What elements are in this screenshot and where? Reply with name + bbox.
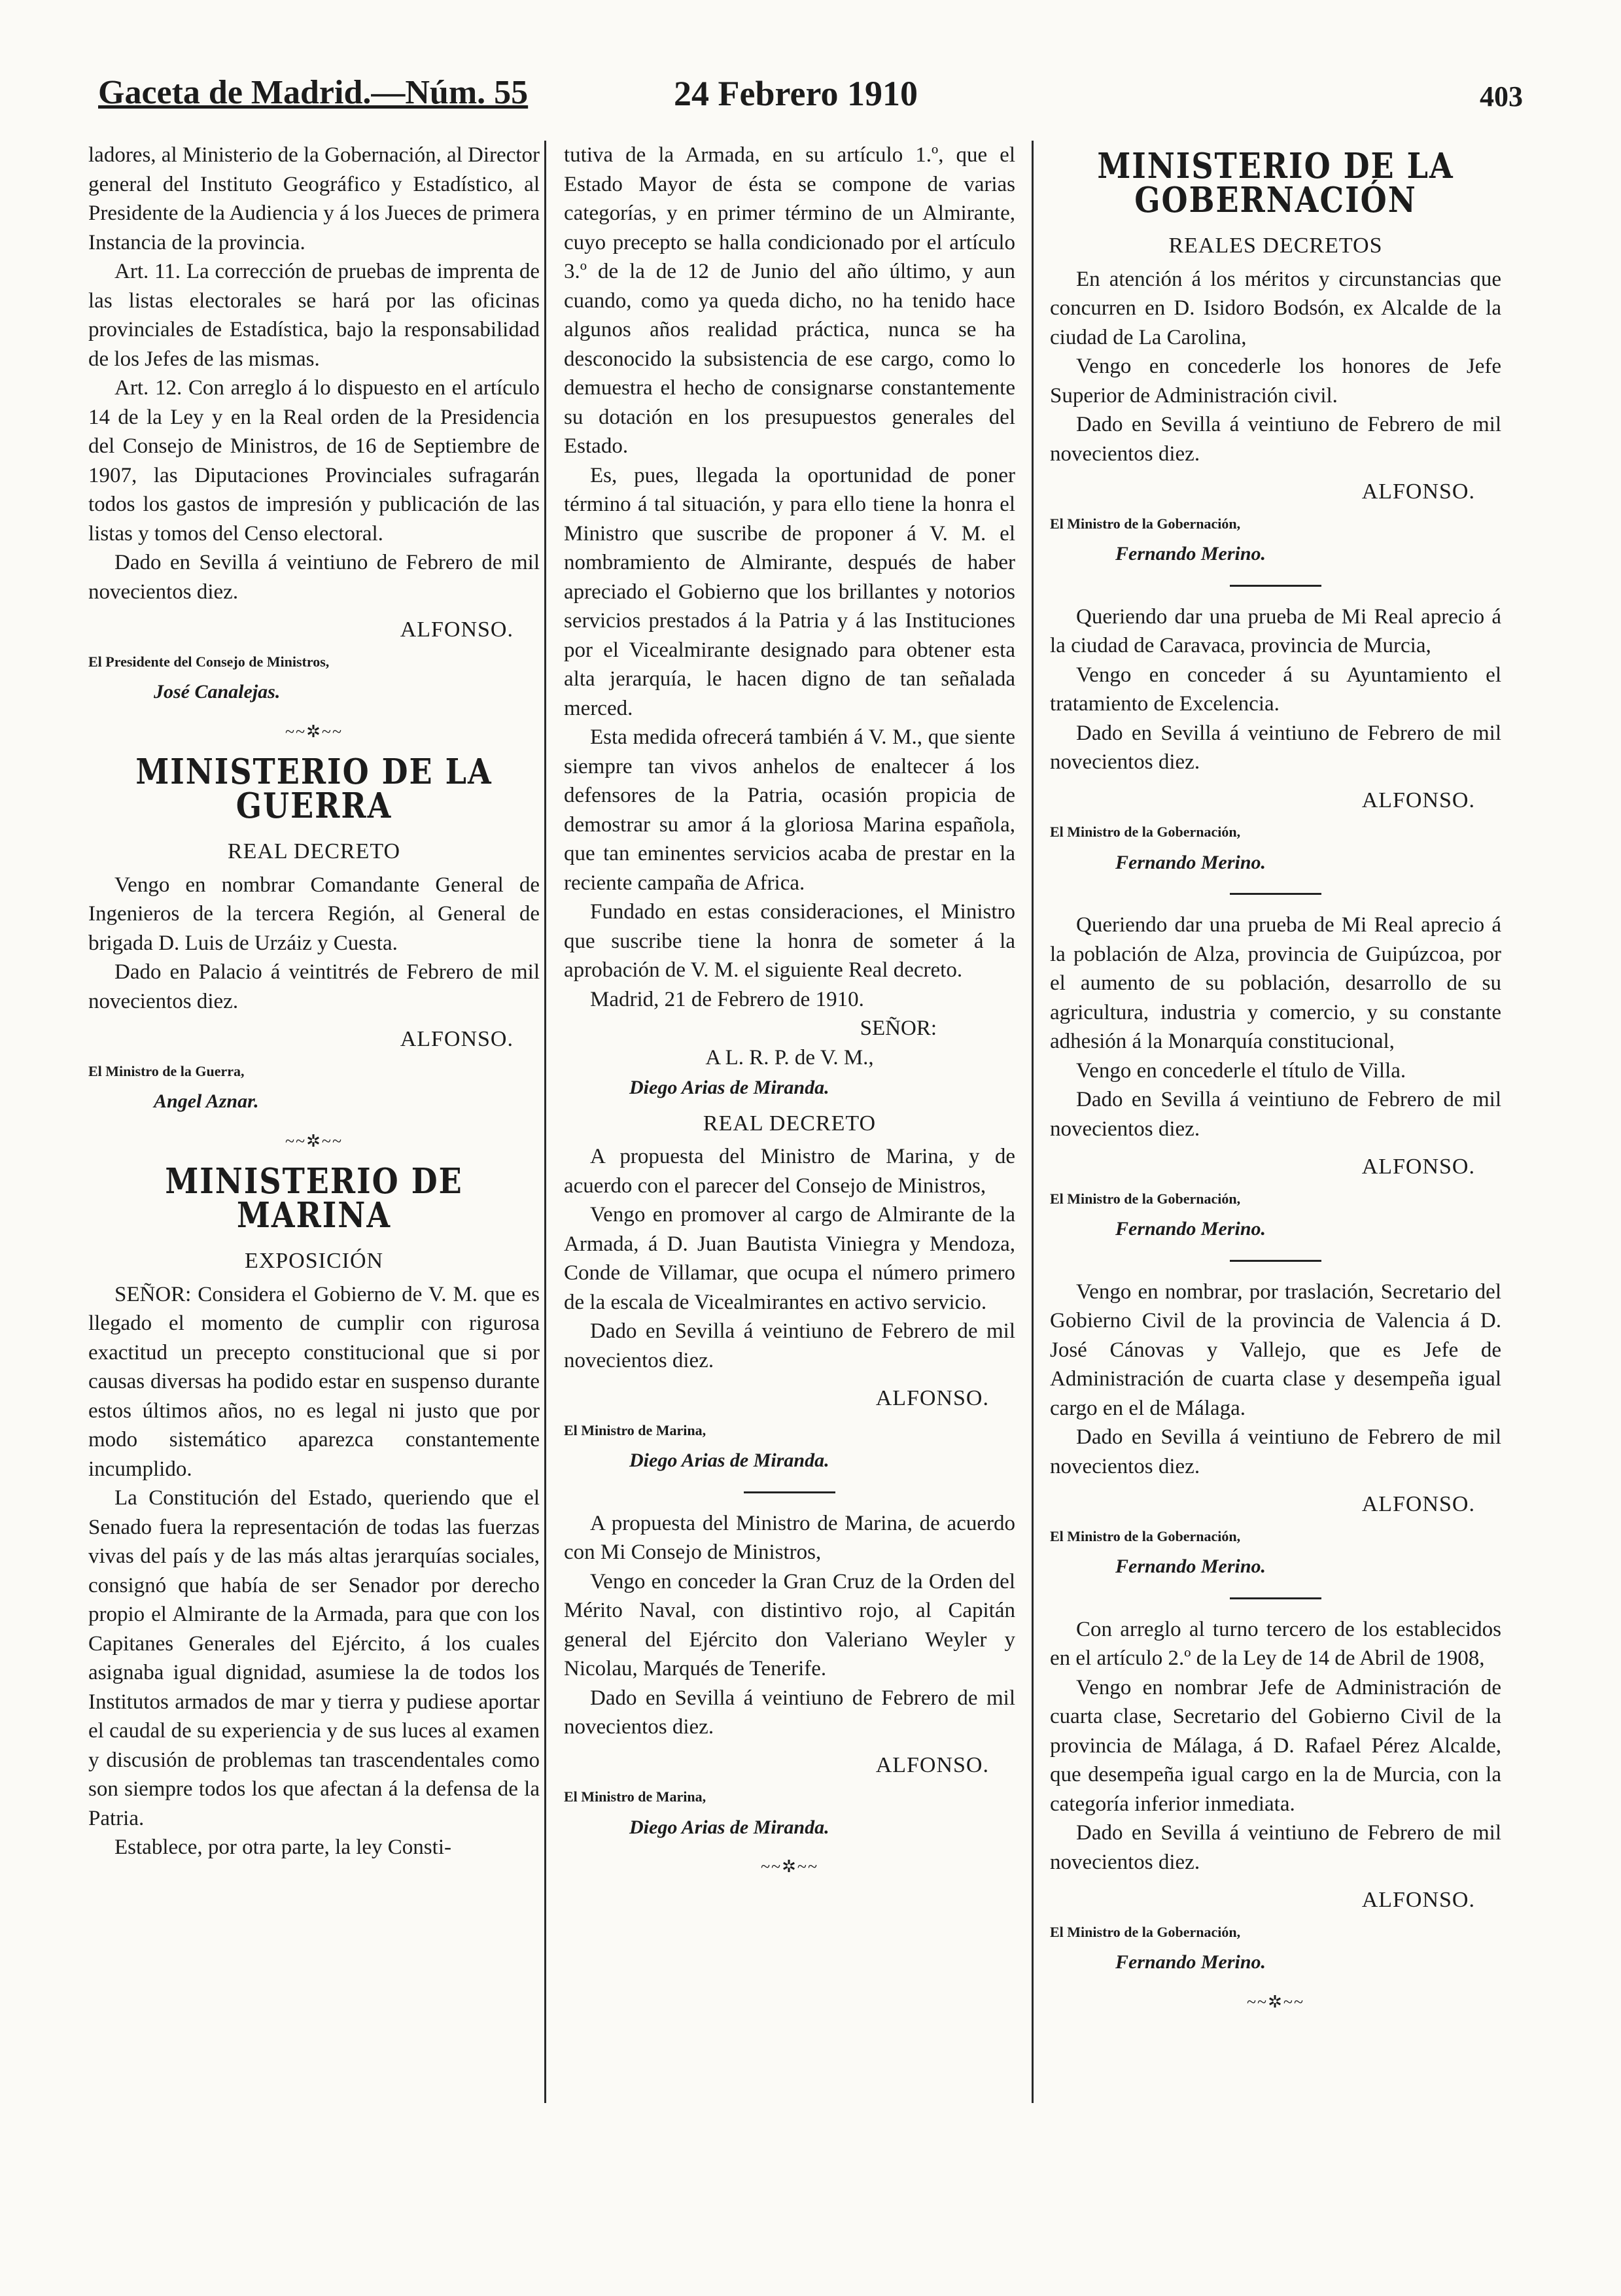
minister-name: Fernando Merino. — [1115, 1556, 1266, 1577]
issue-date: 24 Febrero 1910 — [674, 74, 918, 113]
paragraph: Queriendo dar una prueba de Mi Real aprecio á la población de Alza, provincia de Guipúzcoa, por el aumento de su población, desarrollo de su agricultura, industria y comercio, y su constante adhesión á la Monarquía constitucional, — [1050, 913, 1501, 1053]
paragraph: Dado en Palacio á veintitrés de Febrero de mil novecientos diez. — [88, 960, 540, 1013]
paragraph: Dado en Sevilla á veintiuno de Febrero de mil novecientos diez. — [564, 1686, 1015, 1739]
minister-name: Angel Aznar. — [154, 1090, 259, 1112]
ministry-heading: MINISTERIO DE MARINA — [165, 1160, 463, 1235]
paragraph: Dado en Sevilla á veintiuno de Febrero de mil novecientos diez. — [1050, 1088, 1501, 1141]
king-signature: ALFONSO. — [400, 1027, 514, 1051]
paragraph: Fundado en estas consideraciones, el Ministro que suscribe tiene la honra de someter á la aprobación de V. M. el siguiente Real decreto. — [564, 900, 1015, 982]
section-heading: REAL DECRETO — [703, 1111, 877, 1136]
king-signature: ALFONSO. — [1361, 788, 1475, 812]
paragraph: Vengo en conceder la Gran Cruz de la Orden del Mérito Naval, con distintivo rojo, al Capitán general del Ejército don Valeriano Weyler y Nicolau, Marqués de Tenerife. — [564, 1569, 1015, 1680]
paragraph: Madrid, 21 de Febrero de 1910. — [590, 987, 864, 1011]
divider-rule — [1230, 1260, 1321, 1262]
divider-rule — [744, 1491, 835, 1493]
divider-rule — [1230, 893, 1321, 895]
paragraph: Dado en Sevilla á veintiuno de Febrero de mil novecientos diez. — [88, 551, 540, 604]
king-signature: ALFONSO. — [1361, 1888, 1475, 1912]
column-2 — [564, 141, 1015, 1892]
paragraph: tutiva de la Armada, en su artículo 1.º, que el Estado Mayor de ésta se compone de varias categorías, y en primer término de un Almirante, cuyo precepto se halla condicionado por el artículo 3.º de la de 12 de Junio del año último, y aun cuando, como ya queda dicho, no ha tenido hace algunos años realidad práctica, nunca se ha desconocido la subsistencia de ese cargo, como lo demuestra el hecho de consignarse constantemente su dotación en los presupuestos generales del Estado. — [564, 143, 1015, 458]
king-signature: ALFONSO. — [1361, 1492, 1475, 1516]
ornament-divider: ~~✲~~ — [1246, 1992, 1305, 2011]
paragraph: Vengo en nombrar Jefe de Administración de cuarta clase, Secretario del Gobierno Civil de la provincia de Málaga, á D. Rafael Pérez Alcalde, que desempeña igual cargo en la de Murcia, con la categoría inferior inmediata. — [1050, 1675, 1501, 1816]
king-signature: ALFONSO. — [875, 1386, 989, 1410]
paragraph: Vengo en concederle el título de Villa. — [1076, 1058, 1406, 1083]
paragraph: Art. 12. Con arreglo á lo dispuesto en el artículo 14 de la Ley y en la Real orden de la Presidencia del Consejo de Ministros, de 16 de Septiembre de 1907, las Diputaciones Provinciales sufragarán todos los gastos de impresión y publicación de las listas y tomos del Censo electoral. — [88, 376, 540, 546]
section-heading: EXPOSICIÓN — [244, 1249, 384, 1273]
king-signature: ALFONSO. — [400, 617, 514, 642]
paragraph: Establece, por otra parte, la ley Consti- — [114, 1835, 451, 1859]
paragraph: Dado en Sevilla á veintiuno de Febrero de mil novecientos diez. — [1050, 721, 1501, 774]
paragraph: SEÑOR: Considera el Gobierno de V. M. que es llegado el momento de cumplir con rigurosa exactitud un precepto constitucional que si por causas diversas ha podido estar en suspenso durante estos últimos años, no es legal ni justo que por modo sistemático aparezca constantemente incumplido. — [88, 1282, 540, 1481]
paragraph: A propuesta del Ministro de Marina, y de acuerdo con el parecer del Consejo de Ministros, — [564, 1145, 1015, 1198]
king-signature: ALFONSO. — [1361, 1155, 1475, 1179]
paragraph: Con arreglo al turno tercero de los establecidos en el artículo 2.º de la Ley de 14 de Abril de 1908, — [1050, 1617, 1501, 1670]
minister-title: El Ministro de la Gobernación, — [1050, 515, 1241, 532]
paragraph: Es, pues, llegada la oportunidad de poner término á tal situación, y para ello tiene la honra el Ministro que suscribe de proponer á V. M. el nombramiento de Almirante, después de haber apreciado el Gobierno que los brillantes y notorios servicios prestados á la Patria y á las Instituciones por el Vicealmirante designado para obtener esta alta jerarquía, le hacen digno de tan señalada merced. — [564, 463, 1015, 720]
column-divider — [1032, 141, 1034, 2103]
paragraph: Vengo en nombrar Comandante General de Ingenieros de la tercera Región, al General de brigada D. Luis de Urzáiz y Cuesta. — [88, 873, 540, 955]
paragraph: Dado en Sevilla á veintiuno de Febrero de mil novecientos diez. — [1050, 413, 1501, 466]
minister-name: Diego Arias de Miranda. — [629, 1077, 829, 1098]
minister-title: El Ministro de la Gobernación, — [1050, 1527, 1241, 1544]
section-heading: REAL DECRETO — [227, 839, 401, 863]
minister-name: Diego Arias de Miranda. — [629, 1816, 829, 1838]
ministry-heading: MINISTERIO DE LA GOBERNACIÓN — [1097, 145, 1454, 220]
minister-title: El Ministro de la Gobernación, — [1050, 1923, 1241, 1940]
minister-name: Fernando Merino. — [1115, 1951, 1266, 1973]
minister-title: El Ministro de Marina, — [564, 1788, 706, 1805]
minister-title: El Ministro de la Gobernación, — [1050, 824, 1241, 840]
paragraph: Dado en Sevilla á veintiuno de Febrero de mil novecientos diez. — [1050, 1821, 1501, 1874]
section-heading: REALES DECRETOS — [1168, 234, 1383, 258]
paragraph: Dado en Sevilla á veintiuno de Febrero de mil novecientos diez. — [1050, 1425, 1501, 1478]
ornament-divider: ~~✲~~ — [285, 722, 343, 741]
ornament-divider: ~~✲~~ — [760, 1857, 819, 1876]
paragraph: La Constitución del Estado, queriendo que el Senado fuera la representación de todas las fuerzas vivas del país y de las más altas jerarquías sociales, consignó que había de ser Senador por derecho propio el Almirante de la Armada, para que con los Capitanes Generales del Ejército, á los cuales asignaba igual dignidad, asumiese la de todos los Institutos armados de mar y tierra y pudiese aportar el caudal de su experiencia y de sus luces al examen y discusión de problemas tan trascendentales como son siempre todos los que afectan á la defensa de la Patria. — [88, 1486, 540, 1830]
minister-title: El Presidente del Consejo de Ministros, — [88, 653, 330, 670]
gazette-title: Gaceta de Madrid.—Núm. 55 — [98, 74, 529, 111]
minister-name: Fernando Merino. — [1115, 543, 1266, 565]
salutation: SEÑOR: — [860, 1017, 937, 1040]
divider-rule — [1230, 585, 1321, 587]
paragraph: Vengo en promover al cargo de Almirante de la Armada, á D. Juan Bautista Viniegra y Mendoza, Conde de Villamar, que ocupa el número primero de la escala de Vicealmirantes en activo servicio. — [564, 1203, 1015, 1314]
paragraph: Vengo en conceder á su Ayuntamiento el tratamiento de Excelencia. — [1050, 663, 1501, 716]
paragraph: A propuesta del Ministro de Marina, de acuerdo con Mi Consejo de Ministros, — [564, 1511, 1015, 1564]
column-3 — [1050, 141, 1501, 2027]
minister-name: José Canalejas. — [154, 681, 281, 703]
king-signature: ALFONSO. — [875, 1752, 989, 1777]
paragraph: Queriendo dar una prueba de Mi Real aprecio á la ciudad de Caravaca, provincia de Murcia, — [1050, 604, 1501, 657]
closing-formula: A L. R. P. de V. M., — [705, 1045, 874, 1070]
paragraph: Art. 11. La corrección de pruebas de imprenta de las listas electorales se hará por las oficinas provinciales de Estadística, bajo la responsabilidad de los Jefes de las mismas. — [88, 260, 540, 371]
minister-name: Fernando Merino. — [1115, 1218, 1266, 1240]
page-header — [98, 73, 1523, 119]
minister-title: El Ministro de Marina, — [564, 1421, 706, 1438]
column-divider — [544, 141, 546, 2103]
paragraph: Vengo en concederle los honores de Jefe Superior de Administración civil. — [1050, 355, 1501, 408]
divider-rule — [1230, 1597, 1321, 1599]
column-1 — [88, 141, 540, 1862]
minister-name: Diego Arias de Miranda. — [629, 1450, 829, 1471]
paragraph: ladores, al Ministerio de la Gobernación, al Director general del Instituto Geográfico y Estadístico, al Presidente de la Audiencia y á los Jueces de primera Instancia de la provincia. — [88, 143, 540, 254]
paragraph: En atención á los méritos y circunstancias que concurren en D. Isidoro Bodsón, ex Alcalde de la ciudad de La Carolina, — [1050, 267, 1501, 349]
king-signature: ALFONSO. — [1361, 479, 1475, 504]
ornament-divider: ~~✲~~ — [285, 1131, 343, 1151]
minister-title: El Ministro de la Guerra, — [88, 1062, 245, 1079]
paragraph: Esta medida ofrecerá también á V. M., que siente siempre tan vivos anhelos de enaltecer á los defensores de la Patria, ocasión propicia de demostrar su amor á la gloriosa Marina española, que tan eminentes servicios acaba de prestar en la reciente campaña de Africa. — [564, 725, 1015, 895]
paragraph: Dado en Sevilla á veintiuno de Febrero de mil novecientos diez. — [564, 1319, 1015, 1372]
ministry-heading: MINISTERIO DE LA GUERRA — [135, 751, 493, 826]
paragraph: Vengo en nombrar, por traslación, Secretario del Gobierno Civil de la provincia de Valencia á D. José Cánovas y Vallejo, que es Jefe de Administración de cuarta clase y desempeña igual cargo en el de Málaga. — [1050, 1279, 1501, 1420]
minister-title: El Ministro de la Gobernación, — [1050, 1190, 1241, 1207]
minister-name: Fernando Merino. — [1115, 851, 1266, 873]
page-number: 403 — [1480, 80, 1523, 113]
